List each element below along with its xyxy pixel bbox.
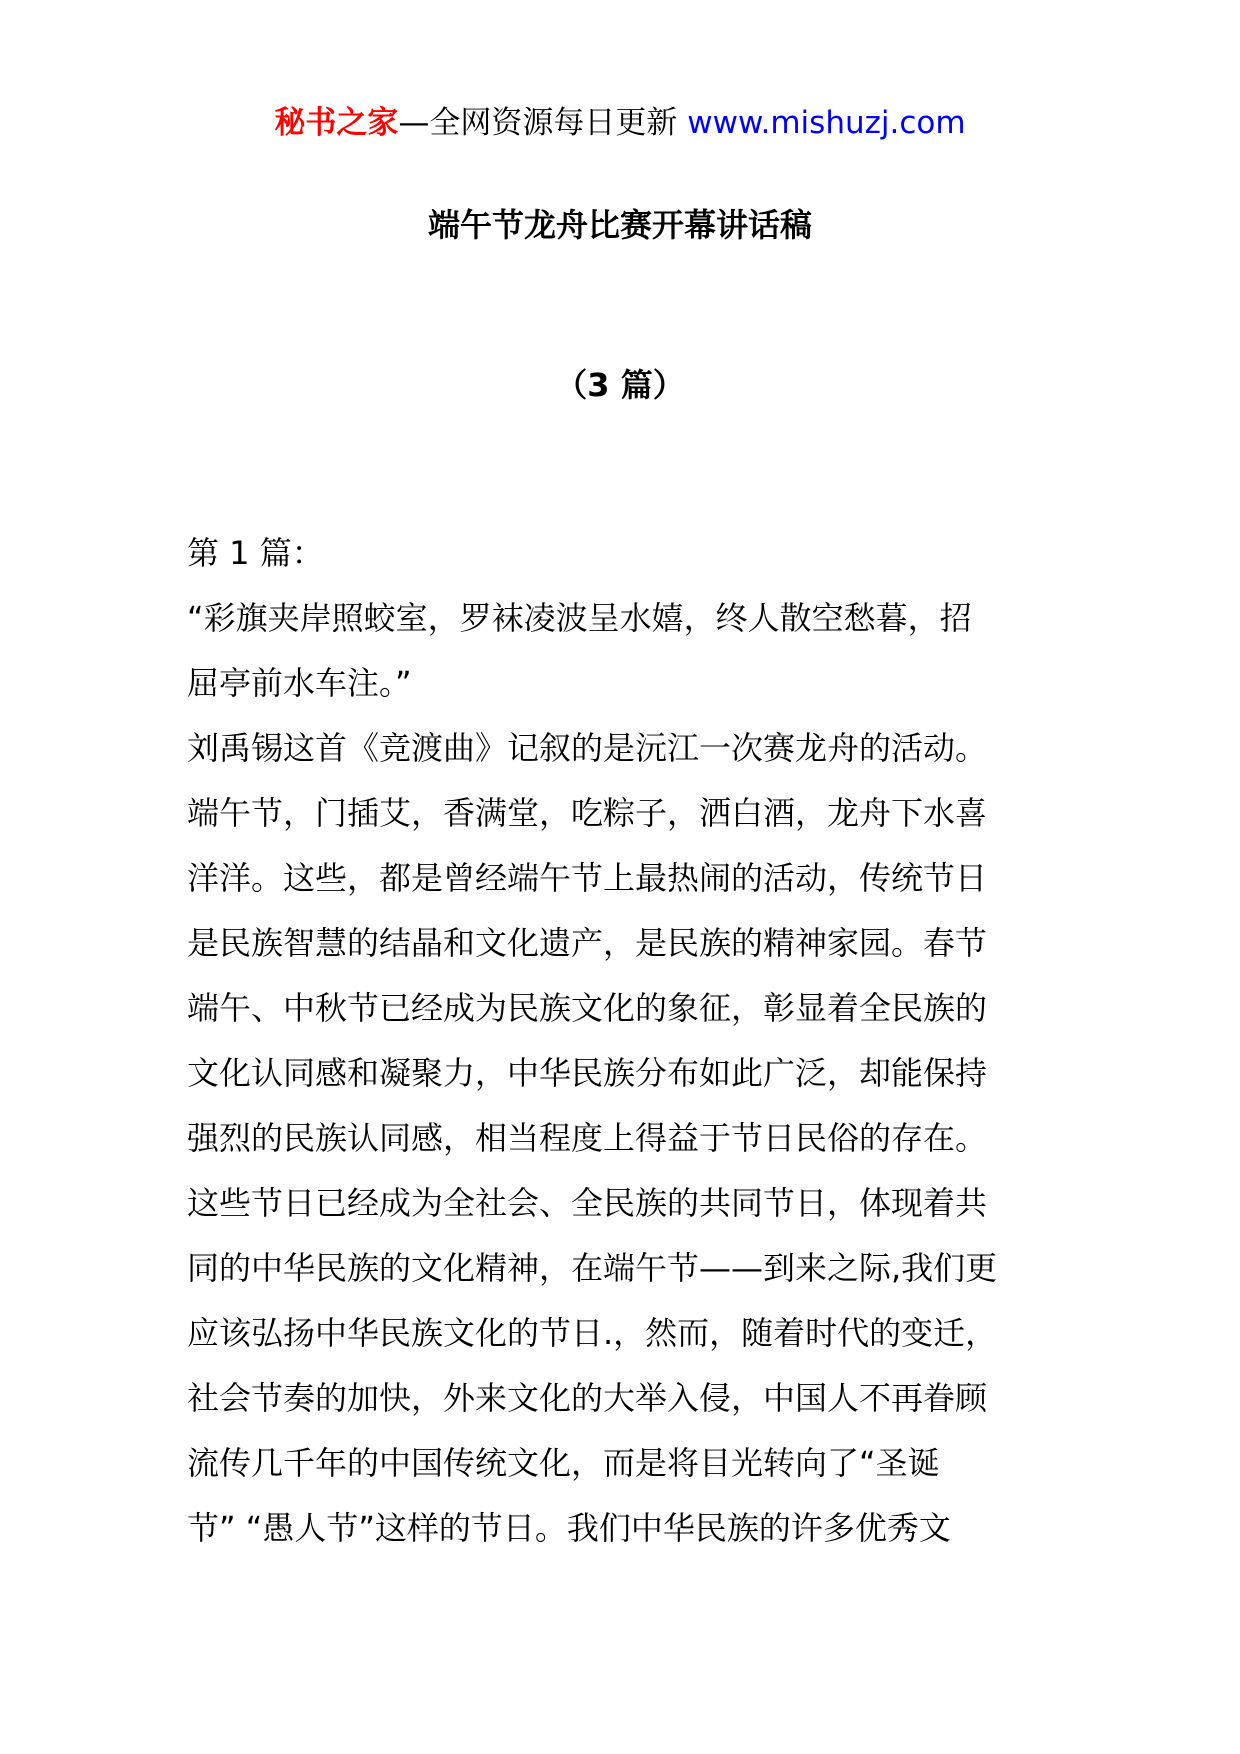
site-tagline: —全网资源每日更新 <box>398 105 688 141</box>
body-line: 洋洋。这些，都是曾经端午节上最热闹的活动，传统节日 <box>187 859 988 897</box>
body-line: 文化认同感和凝聚力，中华民族分布如此广泛，却能保持 <box>187 1054 988 1092</box>
body-line: 节” “愚人节”这样的节日。我们中华民族的许多优秀文 <box>187 1509 951 1547</box>
body-line: 流传几千年的中国传统文化，而是将目光转向了“圣诞 <box>187 1444 940 1482</box>
body-line: 第 1 篇： <box>187 534 324 572</box>
document-title: 端午节龙舟比赛开幕讲话稿 <box>427 206 812 244</box>
body-line: 应该弘扬中华民族文化的节日.，然而，随着时代的变迁， <box>187 1314 998 1352</box>
site-url-link[interactable]: www.mishuzj.com <box>687 105 966 141</box>
body-line: 端午节，门插艾，香满堂，吃粽子，洒白酒，龙舟下水喜 <box>187 794 988 832</box>
body-line: 同的中华民族的文化精神，在端午节——到来之际,我们更 <box>187 1249 998 1287</box>
body-line: 端午、中秋节已经成为民族文化的象征，彰显着全民族的 <box>187 989 988 1027</box>
body-line: “彩旗夹岸照蛟室，罗袜凌波呈水嬉，终人散空愁暮，招 <box>187 599 972 637</box>
body-line: 刘禹锡这首《竞渡曲》记叙的是沅江一次赛龙舟的活动。 <box>187 729 988 767</box>
document-count: （3 篇） <box>555 366 685 404</box>
body-line: 屈亭前水车注。” <box>187 664 412 702</box>
document-body <box>187 530 1067 1570</box>
site-brand: 秘书之家 <box>274 105 399 141</box>
body-line: 是民族智慧的结晶和文化遗产，是民族的精神家园。春节 <box>187 924 988 962</box>
body-line: 这些节日已经成为全社会、全民族的共同节日，体现着共 <box>187 1184 988 1222</box>
body-line: 社会节奏的加快，外来文化的大举入侵，中国人不再眷顾 <box>187 1379 988 1417</box>
site-header <box>0 100 1240 146</box>
body-line: 强烈的民族认同感，相当程度上得益于节日民俗的存在。 <box>187 1119 988 1157</box>
